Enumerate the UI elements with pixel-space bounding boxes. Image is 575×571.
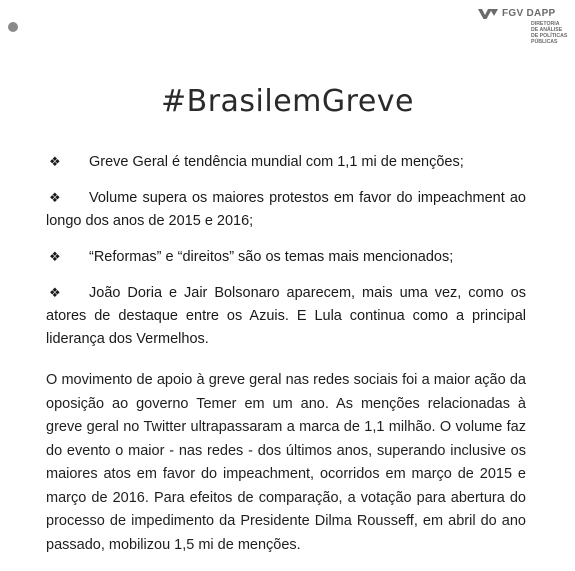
brand-name: FGV DAPP xyxy=(502,8,556,19)
fgv-chevron-icon xyxy=(478,9,498,19)
bullet-item: ❖ Volume supera os maiores protestos em favor do impeachment ao longo dos anos de 2015 e 2016; xyxy=(46,186,526,233)
bullet-list xyxy=(46,150,526,363)
diamond-bullet-icon: ❖ xyxy=(49,285,61,300)
bullet-item: ❖ Greve Geral é tendência mundial com 1,1 mi de menções; xyxy=(46,150,526,174)
page-title: #BrasilemGreve xyxy=(160,84,414,119)
corner-dot xyxy=(8,22,18,32)
brand-subtitle: DIRETORIA DE ANÁLISE DE POLÍTICAS PÚBLICAS xyxy=(531,21,568,45)
diamond-bullet-icon: ❖ xyxy=(49,190,61,205)
fgv-dapp-logo xyxy=(478,8,570,45)
bullet-item: ❖ João Doria e Jair Bolsonaro aparecem, mais uma vez, como os atores de destaque entre os Azuis. E Lula continua como a principal liderança dos Vermelhos. xyxy=(46,281,526,351)
bullet-item: ❖ “Reformas” e “direitos” são os temas mais mencionados; xyxy=(46,245,526,269)
diamond-bullet-icon: ❖ xyxy=(49,249,61,264)
body-paragraph: O movimento de apoio à greve geral nas redes sociais foi a maior ação da oposição ao governo Temer em um ano. As menções relacionadas à greve geral no Twitter ultrapassaram a marca de 1,1 milhão. O volume faz do evento o maior - nas redes - dos últimos anos, superando inclusive os maiores atos em favor do impeachment, ocorridos em março de 2015 e março de 2016. Para efeitos de comparação, a votação para abertura do processo de impedimento da Presidente Dilma Rousseff, em abril do ano passado, mobilizou 1,5 mi de menções. xyxy=(46,372,526,553)
diamond-bullet-icon: ❖ xyxy=(49,154,61,169)
